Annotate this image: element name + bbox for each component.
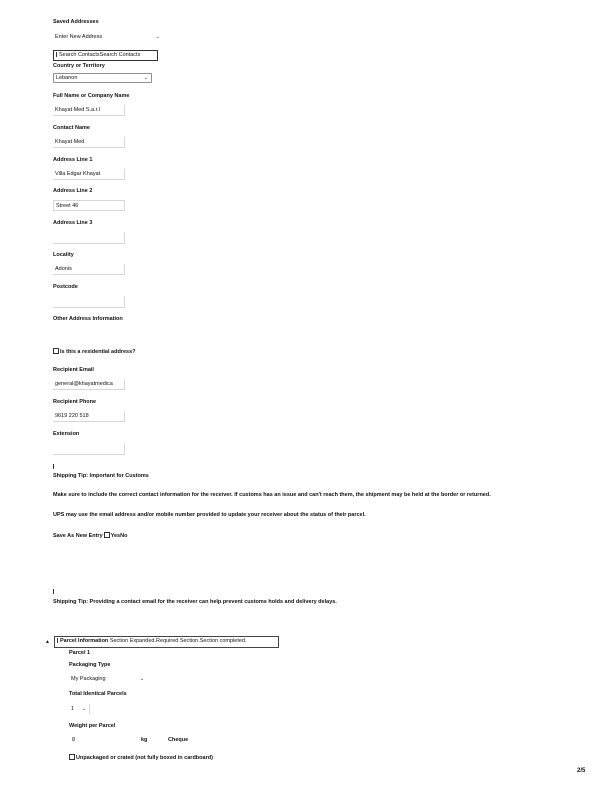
residential-checkbox[interactable] [53, 348, 136, 355]
save-new-entry-label: Save As New Entry [53, 533, 103, 539]
checkbox-icon [57, 638, 59, 643]
checkbox-icon [69, 754, 75, 760]
locality-field[interactable]: Adonis [53, 264, 125, 275]
address2-label: Address Line 2 [53, 188, 93, 194]
address1-field[interactable]: Villa Edgar Khayat [53, 169, 125, 180]
tip1-heading: Shipping Tip: Important for Customs [53, 473, 149, 479]
tip1-body1: Make sure to include the correct contact information for the receiver. If customs has an issue and can't reach them, the shipment may be held at the border or returned. [53, 492, 491, 498]
extension-field[interactable] [53, 443, 125, 455]
parcel-section-status: Section Expanded.Required Section.Section completed. [109, 638, 247, 644]
country-value: Lebanon [56, 75, 78, 81]
address3-field[interactable] [53, 232, 125, 244]
parcel-section-toggle[interactable] [54, 636, 279, 648]
country-select[interactable] [53, 73, 152, 83]
email-field[interactable]: general@khayatmedica [53, 379, 125, 390]
packaging-select[interactable] [69, 674, 147, 684]
search-contacts-button[interactable] [53, 50, 158, 61]
phone-field[interactable]: 9619 220 518 [53, 411, 125, 422]
postcode-field[interactable] [53, 296, 125, 308]
company-label: Full Name or Company Name [53, 93, 130, 99]
saved-addresses-select[interactable] [53, 32, 163, 42]
address1-label: Address Line 1 [53, 157, 93, 163]
info-icon [53, 464, 54, 469]
info-icon [53, 589, 54, 594]
phone-label: Recipient Phone [53, 399, 97, 405]
total-parcels-value: 1 [71, 706, 75, 712]
chevron-down-icon: ⌄ [155, 34, 160, 40]
extension-label: Extension [53, 431, 80, 437]
saved-addresses-label: Saved Addresses [53, 19, 99, 25]
search-contacts-label: Search Contacts [59, 52, 100, 58]
contact-field[interactable]: Khayat Med [53, 137, 125, 148]
weight-label: Weight per Parcel [69, 723, 116, 729]
address3-label: Address Line 3 [53, 220, 93, 226]
postcode-label: Postcode [53, 284, 78, 290]
save-new-entry [53, 532, 127, 539]
chevron-down-icon: ⌄ [139, 676, 144, 682]
unpackaged-label: Unpackaged or crated (not fully boxed in cardboard) [76, 755, 213, 761]
country-label: Country or Territory [53, 63, 105, 69]
chevron-down-icon: ⌄ [81, 706, 86, 712]
weight-extra: Cheque [168, 737, 189, 743]
search-contacts-label-repeat: Search Contacts [99, 52, 141, 58]
company-field[interactable]: Khayat Med S.a.r.l [53, 105, 125, 116]
save-new-entry-checkbox[interactable] [104, 532, 110, 538]
save-new-entry-option: YesNo [110, 533, 128, 539]
tip2-text: Shipping Tip: Providing a contact email for the receiver can help prevent customs holds and delivery delays. [53, 599, 337, 605]
parcel-section-title: Parcel Information [60, 638, 109, 644]
checkbox-icon [56, 52, 58, 57]
chevron-down-icon: ⌄ [143, 75, 148, 81]
residential-label: Is this a residential address? [60, 349, 136, 355]
other-info-label: Other Address Information [53, 316, 123, 322]
contact-label: Contact Name [53, 125, 90, 131]
address2-field[interactable]: Street 46 [53, 200, 125, 211]
unpackaged-checkbox[interactable] [69, 754, 213, 761]
page-number: 2/5 [577, 768, 586, 774]
caret-up-icon: ▲ [45, 639, 50, 645]
saved-addresses-value: Enter New Address [55, 34, 103, 40]
weight-unit: kg [141, 737, 148, 743]
packaging-value: My Packaging [71, 676, 106, 682]
locality-label: Locality [53, 252, 74, 258]
parcel-heading: Parcel 1 [69, 650, 91, 656]
tip1-body2: UPS may use the email address and/or mobile number provided to update your receiver about the status of their parcel. [53, 512, 366, 518]
packaging-label: Packaging Type [69, 662, 111, 668]
total-parcels-label: Total Identical Parcels [69, 691, 127, 697]
checkbox-icon [53, 348, 59, 354]
weight-field[interactable]: 8 [72, 737, 76, 743]
total-parcels-select[interactable] [69, 704, 90, 714]
email-label: Recipient Email [53, 367, 94, 373]
